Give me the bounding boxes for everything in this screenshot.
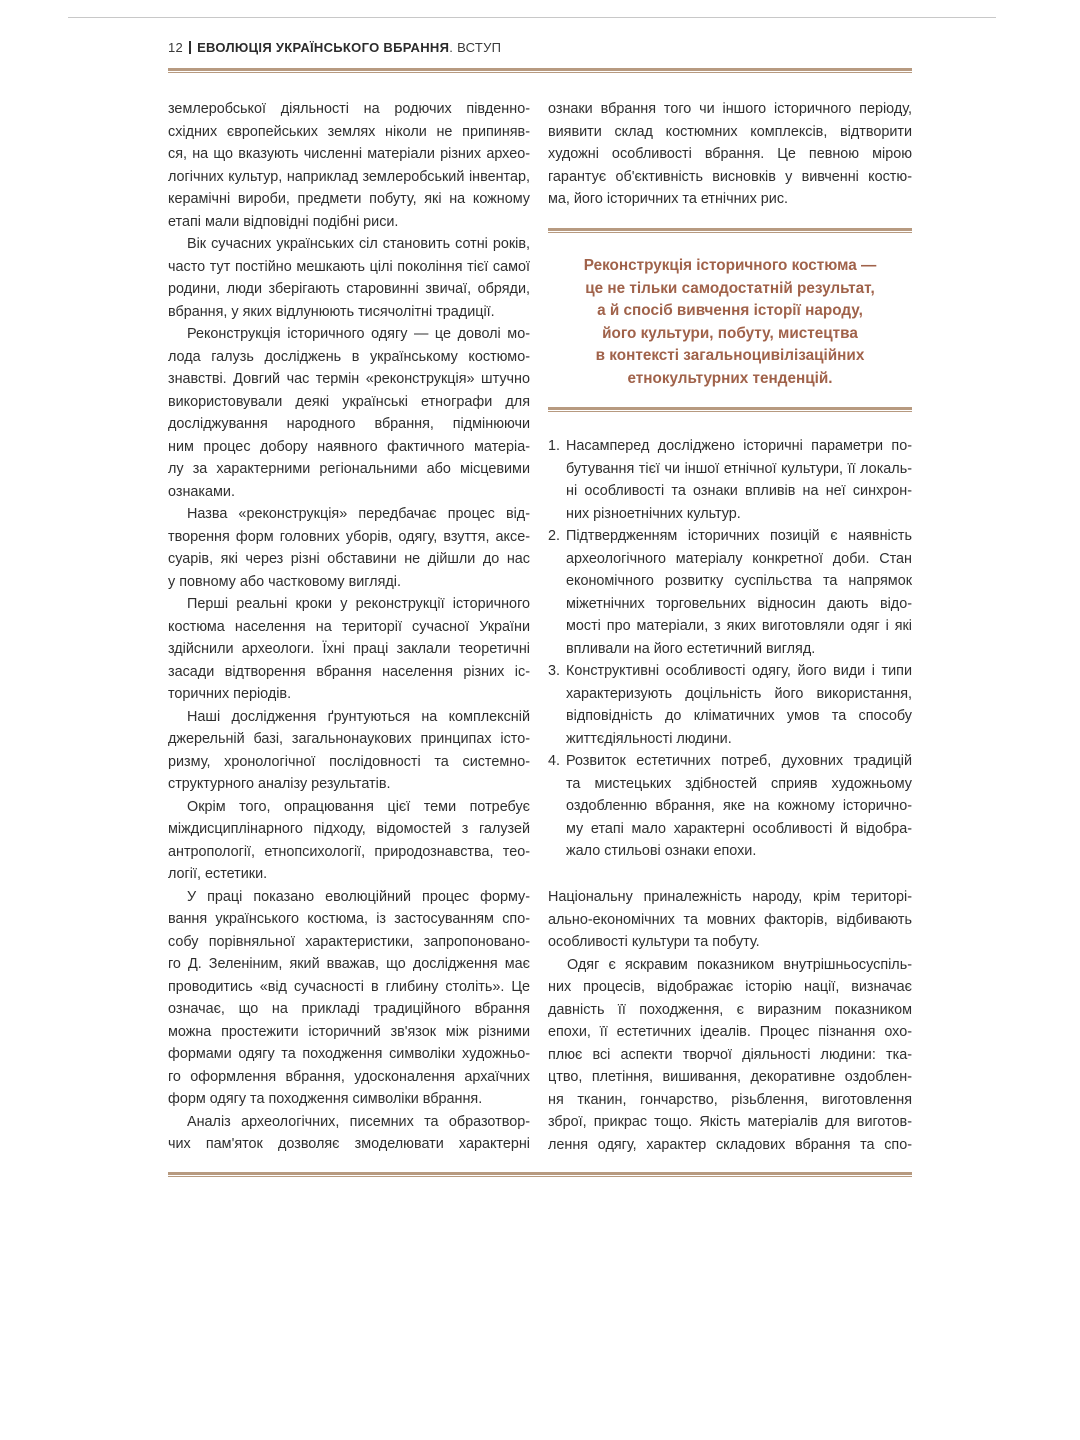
- body-text-line: етапі мали відповідні подібні риси.: [168, 213, 399, 230]
- list-item: [548, 750, 912, 863]
- body-text-line: Окрім того, опрацювання цієї теми потребує: [187, 798, 530, 815]
- body-text-line: Назва «реконструкція» передбачає процес від-: [187, 506, 530, 522]
- pull-quote-line: а й спосіб вивчення історії народу,: [597, 302, 863, 319]
- body-text-line: торичних періодів.: [168, 686, 292, 702]
- body-text-line: виявити склад костюмних комплексів, відтворити: [548, 123, 912, 140]
- body-text-line: собу порівняльної характеристики, запропоновано-: [168, 933, 530, 950]
- list-item-line: економічного розвитку суспільства та напрямок: [566, 573, 912, 589]
- body-text-line: Перші реальні кроки у реконструкції історичного: [187, 596, 530, 612]
- list-item-number: 4.: [548, 753, 561, 769]
- body-text-line: землеробської діяльності на родючих південно-: [168, 101, 530, 117]
- pull-quote-line: в контексті загальноцивілізаційних: [595, 347, 865, 364]
- list-item-text: [566, 435, 912, 525]
- body-text-line: Аналіз археологічних, писемних та образотвор-: [187, 1113, 530, 1130]
- body-text-line: давність її походження, є виразним показником: [548, 1001, 912, 1018]
- left-column: [168, 98, 530, 1156]
- list-item-line: життєдіяльності людини.: [566, 730, 732, 747]
- body-text-line: лення одягу, характер складових вбрання та спо-: [548, 1136, 912, 1153]
- quote-bottom-rule: [548, 407, 912, 412]
- pull-quote-line: Реконструкція історичного костюма —: [583, 257, 877, 274]
- body-text-line: епохи, її естетичних ідеалів. Процес пізнання охо-: [548, 1024, 912, 1040]
- body-text-line: цтво, плетіння, вишивання, декоративне оздоблен-: [548, 1069, 912, 1085]
- body-text-line: ма, його історичних та етнічних рис.: [548, 191, 789, 207]
- body-text-line: лода галузь досліджень в українському костюмо-: [168, 348, 530, 365]
- body-text-line: художні особливості вбрання. Це певною мірою: [548, 146, 912, 162]
- body-text-line: гарантує об'єктивність висновків у вивченні костю-: [548, 168, 912, 185]
- body-text-line: ня тканин, гончарство, різьблення, виготовлення: [548, 1091, 912, 1108]
- list-item-line: му етапі мало характерні особливості й відобра-: [566, 820, 912, 837]
- body-text-line: творення форм головних уборів, одягу, взуття, аксе-: [168, 528, 530, 545]
- body-text-line: ним процес добору наявного фактичного матеріа-: [168, 438, 530, 455]
- body-text-line: формами одягу та походження символіки художньо-: [168, 1046, 530, 1062]
- list-item-text: [566, 525, 912, 660]
- list-item-line: відповідність до кліматичних умов та способу: [566, 708, 912, 724]
- body-text-line: антропології, етнопсихології, природознавства, тео-: [168, 843, 530, 860]
- body-text-line: східних європейських землях ніколи не припиняв-: [168, 123, 530, 140]
- list-item-line: Розвиток естетичних потреб, духовних традицій: [566, 753, 912, 769]
- body-text-line: У праці показано еволюційний процес форму-: [187, 888, 530, 905]
- page-number: 12: [168, 40, 184, 55]
- list-item-line: міжетнічних торговельних відносин дають відо-: [566, 595, 912, 612]
- numbered-list: [548, 435, 912, 863]
- body-text-line: досліджування народного вбрання, підмінюючи: [168, 416, 530, 432]
- list-item-text: [566, 660, 912, 750]
- body-text-line: Одяг є яскравим показником внутрішньосуспіль-: [567, 956, 912, 973]
- header-separator: [189, 41, 191, 54]
- body-text-line: знавстві. Довгий час термін «реконструкція» штучно: [168, 371, 530, 387]
- header-rule: [168, 68, 912, 73]
- list-item-line: бутування тієї чи іншої етнічної культури, її локаль-: [566, 460, 912, 477]
- pull-quote-line: це не тільки самодостатній результат,: [585, 279, 875, 297]
- list-item: [548, 435, 912, 525]
- body-text-line: використовували деякі українські етнографи для: [168, 393, 530, 410]
- pull-quote-line: його культури, побуту, мистецтва: [602, 324, 858, 342]
- right-column-top: [548, 98, 912, 211]
- body-text-line: Національну приналежність народу, крім територі-: [548, 889, 912, 905]
- body-text-line: зброї, прикрас тощо. Якість матеріалів для виготов-: [548, 1114, 912, 1130]
- list-item-line: них різноетнічних культур.: [566, 505, 741, 522]
- list-item-line: та мистецьких здібностей сприяв художньому: [566, 775, 912, 792]
- body-text-line: часто тут постійно мешкають цілі покоління тієї самої: [168, 258, 530, 275]
- section-title: . ВСТУП: [449, 40, 502, 55]
- body-text-line: можна простежити історичний зв'язок між різними: [168, 1023, 530, 1040]
- list-item-number: 2.: [548, 528, 561, 544]
- body-text-line: логії, естетики.: [168, 866, 268, 882]
- body-text-line: форм одягу та походження символіки вбрання.: [168, 1091, 483, 1107]
- body-text-line: плює всі аспекти творчої діяльності людини: тка-: [548, 1046, 912, 1063]
- body-text-line: у повному або частковому вигляді.: [168, 573, 401, 590]
- list-item-line: Насамперед досліджено історичні параметри по-: [566, 438, 912, 454]
- list-item-line: Підтвердженням історичних позицій є наявність: [566, 528, 912, 544]
- body-text-line: родини, люди зберігають старовинні звичаї, обряди,: [168, 281, 530, 297]
- body-text-line: го Д. Зеленіним, який вважав, що дослідження має: [168, 956, 530, 972]
- body-text-line: означає, що на прикладі традиційного вбрання: [168, 1001, 530, 1017]
- body-text-line: джерельній базі, загальнонаукових принципах істо-: [168, 731, 530, 747]
- list-item-text: [566, 750, 912, 863]
- body-text-line: костюма населення на території сучасної України: [168, 618, 530, 635]
- body-text-line: особливості культури та побуту.: [548, 934, 760, 950]
- body-text-line: проводитись «від сучасності в глибину століть». Це: [168, 978, 530, 995]
- top-divider: [68, 17, 996, 18]
- body-text-line: міждисциплінарного підходу, відомостей з галузей: [168, 821, 530, 837]
- list-item-line: оздобленню вбрання, яке на кожному історично-: [566, 798, 912, 814]
- list-item-number: 1.: [548, 438, 561, 454]
- body-text-line: лу за характерними регіональними або місцевими: [168, 461, 530, 477]
- body-text-line: Вік сучасних українських сіл становить сотні років,: [187, 236, 530, 252]
- quote-top-rule: [548, 228, 912, 233]
- body-text-line: Реконструкція історичного одягу — це доволі мо-: [187, 326, 530, 342]
- list-item: [548, 525, 912, 660]
- running-header: [168, 40, 912, 55]
- body-text-line: керамічні вироби, предмети побуту, які на кожному: [168, 191, 530, 207]
- body-text-line: го оформлення вбрання, удосконалення архаїчних: [168, 1068, 530, 1085]
- right-column-bottom: [548, 886, 912, 1156]
- body-text-line: вання українського костюма, із застосуванням спо-: [168, 911, 530, 927]
- list-item-line: Конструктивні особливості одягу, його види і типи: [566, 663, 912, 679]
- body-text-line: здійснили археологи. Їхні праці заклали теоретичні: [168, 641, 530, 657]
- footer-rule: [168, 1172, 912, 1177]
- list-item-line: мості про матеріали, з яких виготовляли одяг і які: [566, 618, 912, 634]
- body-text-line: вбрання, у яких відлунюють тисячолітні традиції.: [168, 303, 495, 320]
- pull-quote: [548, 255, 912, 390]
- list-item-line: ні особливості та ознаки впливів на неї синхрон-: [566, 483, 912, 499]
- pull-quote-line: етнокультурних тенденцій.: [627, 369, 833, 387]
- list-item-number: 3.: [548, 663, 561, 679]
- list-item-line: жало стильові ознаки епохи.: [566, 843, 757, 859]
- body-text-line: них процесів, відображає історію нації, визначає: [548, 979, 912, 995]
- body-text-line: ся, на що вказують численні матеріали різних архео-: [168, 146, 530, 162]
- body-text-line: чих пам'яток дозволяє змоделювати характерні: [168, 1136, 530, 1152]
- body-text-line: ознаки вбрання того чи іншого історичного періоду,: [548, 101, 912, 117]
- list-item: [548, 660, 912, 750]
- body-text-line: логічних культур, наприклад землеробський інвентар,: [168, 168, 530, 185]
- body-text-line: суарів, які через різні обставини не дійшли до нас: [168, 551, 530, 567]
- list-item-line: характеризують доцільність його використання,: [566, 685, 912, 702]
- body-text-line: ризму, хронологічної послідовності та системно-: [168, 753, 530, 770]
- book-title: ЕВОЛЮЦІЯ УКРАЇНСЬКОГО ВБРАННЯ: [197, 40, 450, 55]
- body-text-line: засади відтворення вбрання населення різних іс-: [168, 663, 530, 680]
- body-text-line: структурного аналізу результатів.: [168, 776, 391, 792]
- body-text-line: ознаками.: [168, 483, 235, 500]
- body-text-line: ально-економічних та мовних факторів, відбивають: [548, 911, 912, 928]
- list-item-line: впливали на його естетичний вигляд.: [566, 640, 816, 657]
- body-text-line: Наші дослідження ґрунтуються на комплексній: [187, 708, 530, 725]
- list-item-line: археологічного матеріалу конкретної доби. Стан: [566, 550, 912, 567]
